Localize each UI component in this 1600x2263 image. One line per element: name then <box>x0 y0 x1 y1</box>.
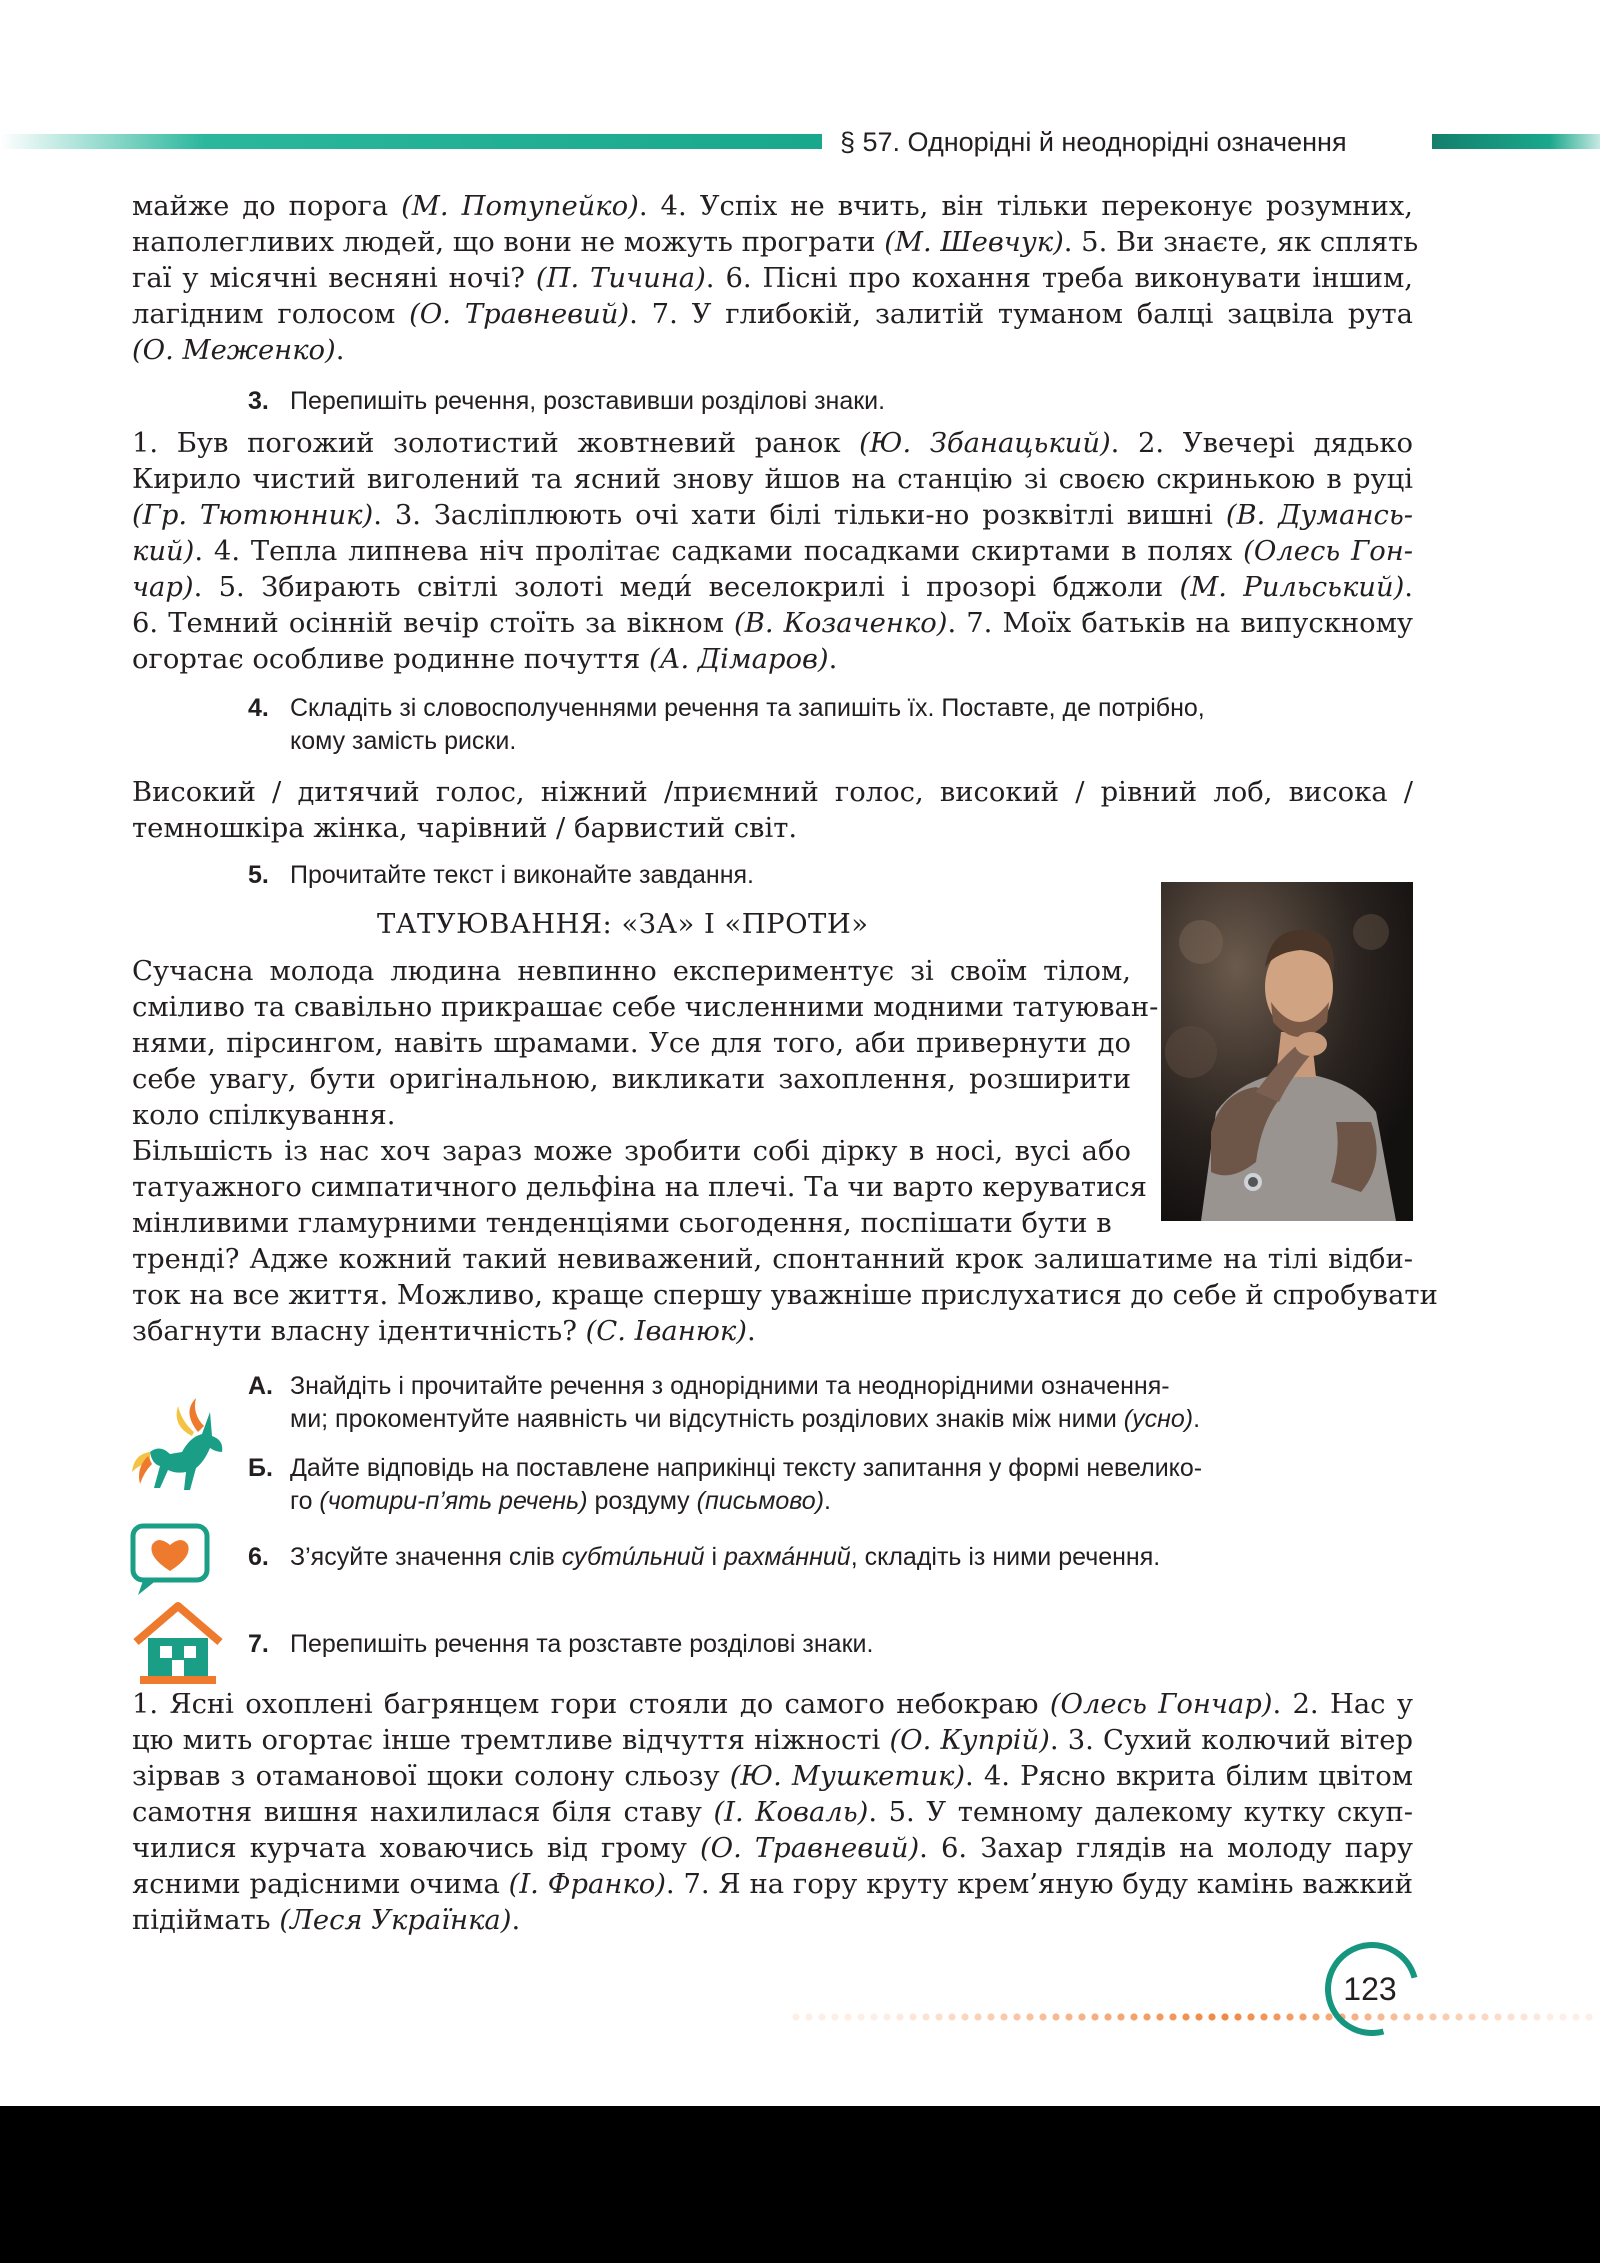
footer-dot <box>961 2013 968 2020</box>
text-line: зірвав з отаманової щоки солону сльозу (Ю. Мушкетик). 4. Рясно вкрита білим цвітом <box>132 1761 1414 1792</box>
task-letter: Б. <box>248 1454 273 1482</box>
citation: (письмово) <box>696 1487 825 1515</box>
citation: (О. Купрій) <box>889 1725 1050 1756</box>
citation: (Олесь Гон- <box>1243 536 1413 567</box>
footer-dot <box>857 2013 864 2020</box>
citation: (А. Дімаров) <box>649 644 829 675</box>
footer-dot <box>987 2013 994 2020</box>
citation: (І. Франко) <box>508 1869 666 1900</box>
reading-text-title: ТАТУЮВАННЯ: «ЗА» І «ПРОТИ» <box>377 909 869 940</box>
footer-dot <box>1533 2013 1540 2020</box>
text-line: (О. Меженко). <box>132 335 345 366</box>
text-line: кий). 4. Тепла липнева ніч пролітає садками посадками скиртами в полях (Олесь Гон- <box>132 536 1413 567</box>
exercise-3-sentences <box>132 426 1413 678</box>
footer-dot <box>1195 2013 1202 2020</box>
exercise-2-continuation <box>132 189 1419 369</box>
footer-dot <box>792 2013 799 2020</box>
footer-dot <box>922 2013 929 2020</box>
footer-dot <box>1429 2013 1436 2020</box>
text-line: сміливо та свавільно прикрашає себе численними модними татуюван- <box>132 992 1159 1023</box>
task-text-line: Складіть зі словосполученнями речення та запишіть їх. Поставте, де потрібно, <box>290 694 1205 722</box>
text-line: майже до порога (М. Потупейко). 4. Успіх не вчить, він тільки переконує розумних, <box>132 191 1413 222</box>
house-icon <box>130 1602 226 1686</box>
footer-dot <box>1234 2013 1241 2020</box>
text-line: мінливими гламурними тенденціями сьогодення, поспішати бути в <box>132 1208 1112 1239</box>
text-line: лагідним голосом (О. Травневий). 7. У глибокій, залитій туманом балці зацвіла рута <box>132 299 1413 330</box>
task-number: 5. <box>248 861 269 889</box>
footer-dot <box>1013 2013 1020 2020</box>
footer-dot <box>1416 2013 1423 2020</box>
citation: (В. Думансь- <box>1225 500 1414 531</box>
footer-dot <box>1494 2013 1501 2020</box>
task-text: Перепишіть речення та розставте розділові знаки. <box>290 1630 874 1658</box>
footer-dot <box>870 2013 877 2020</box>
citation: (М. Шевчук) <box>884 227 1064 258</box>
footer-dot <box>1572 2013 1579 2020</box>
man-photo <box>1161 882 1413 1221</box>
citation: (М. Рильський) <box>1179 572 1405 603</box>
citation: (Олесь Гончар) <box>1049 1689 1273 1720</box>
text-line: Більшість із нас хоч зараз може зробити собі дірку в носі, вусі або <box>132 1136 1131 1167</box>
footer-dot <box>1273 2013 1280 2020</box>
text-line: Сучасна молода людина невпинно експериментує зі своїм тілом, <box>132 956 1131 987</box>
footer-dot <box>1455 2013 1462 2020</box>
footer-dot <box>805 2013 812 2020</box>
citation: (Ю. Мушкетик) <box>729 1761 966 1792</box>
footer-dot <box>1559 2013 1566 2020</box>
speech-heart-icon <box>130 1523 210 1597</box>
citation: (Леся Українка) <box>279 1905 512 1936</box>
citation: (чотири-п’ять речень) <box>319 1487 588 1515</box>
text-line: Кирило чистий виголений та ясний знову йшов на станцію зі своєю скринькою в руці <box>132 464 1413 495</box>
footer-dot <box>974 2013 981 2020</box>
footer-dot <box>935 2013 942 2020</box>
footer-dot <box>1052 2013 1059 2020</box>
text-line: Високий / дитячий голос, ніжний /приємний голос, високий / рівний лоб, висока / <box>132 777 1413 808</box>
footer-dot <box>1546 2013 1553 2020</box>
footer-dot <box>1130 2013 1137 2020</box>
footer-dot <box>831 2013 838 2020</box>
footer-dot <box>1585 2013 1592 2020</box>
footer-dot <box>1065 2013 1072 2020</box>
footer-dot <box>1247 2013 1254 2020</box>
citation: (М. Потупейко) <box>401 191 639 222</box>
text-line: чилися курчата ховаючись від грому (О. Травневий). 6. Захар глядів на молоду пару <box>132 1833 1413 1864</box>
footer-dot <box>1078 2013 1085 2020</box>
task-number: 7. <box>248 1630 269 1658</box>
task-text-line: З’ясуйте значення слів субти́льний і рахма́нний, складіть із ними речення. <box>290 1543 1161 1571</box>
footer-dot <box>1156 2013 1163 2020</box>
footer-dot <box>1481 2013 1488 2020</box>
citation: (І. Коваль) <box>713 1797 869 1828</box>
unicorn-icon <box>130 1392 238 1502</box>
footer-dot <box>948 2013 955 2020</box>
footer-dot <box>1182 2013 1189 2020</box>
citation: (О. Меженко) <box>132 335 336 366</box>
footer-dot <box>1091 2013 1098 2020</box>
header-decor-bar-left <box>0 134 822 149</box>
photo-illustration <box>1161 882 1413 1221</box>
task-text: Перепишіть речення, розставивши розділові знаки. <box>290 387 886 415</box>
citation: (О. Травневий) <box>699 1833 920 1864</box>
footer-dot <box>1221 2013 1228 2020</box>
footer-dot <box>896 2013 903 2020</box>
reading-text-paragraph-2 <box>132 1134 1147 1242</box>
footer-dot <box>1208 2013 1215 2020</box>
footer-dot <box>1026 2013 1033 2020</box>
citation: чар) <box>132 572 194 603</box>
footer-dot <box>1520 2013 1527 2020</box>
footer-dot <box>1143 2013 1150 2020</box>
footer-dot <box>1117 2013 1124 2020</box>
text-line: ясними радісними очима (І. Франко). 7. Я на гору круту крем’яную буду камінь важкий <box>132 1869 1413 1900</box>
text-line: (Гр. Тютюнник). 3. Засліплюють очі хати білі тільки-но розквітлі вишні (В. Думансь- <box>132 500 1414 531</box>
text-line: нями, пірсингом, навіть шрамами. Усе для того, аби привернути до <box>132 1028 1131 1059</box>
page-number: 123 <box>1343 1971 1397 2007</box>
citation: (П. Тичина) <box>535 263 706 294</box>
task-text-line: го (чотири-п’ять речень) роздуму (письмово). <box>290 1487 831 1515</box>
task-text <box>290 1452 1202 1518</box>
text-line: себе увагу, бути оригінальною, викликати захоплення, розширити <box>132 1064 1131 1095</box>
text-line: огортає особливе родинне почуття (А. Дімаров). <box>132 644 838 675</box>
task-text <box>290 692 1205 758</box>
text-line: ток на все життя. Можливо, краще спершу уважніше прислухатися до себе й спробувати <box>132 1280 1438 1311</box>
citation: (О. Травневий) <box>409 299 630 330</box>
text-line: 6. Темний осінній вечір стоїть за вікном (В. Козаченко). 7. Моїх батьків на випускному <box>132 608 1413 639</box>
header-decor-bar-right <box>1432 134 1600 149</box>
text-line: темношкіра жінка, чарівний / барвистий світ. <box>132 813 798 844</box>
reading-text-paragraph-2-end <box>132 1242 1438 1350</box>
footer-dot <box>844 2013 851 2020</box>
citation: (Гр. Тютюнник) <box>132 500 374 531</box>
citation: (С. Іванюк) <box>585 1316 747 1347</box>
task-text-line: Дайте відповідь на поставлене наприкінці тексту запитання у формі невелико- <box>290 1454 1203 1482</box>
text-line: збагнути власну ідентичність? (С. Іванюк). <box>132 1316 756 1347</box>
section-header-title: § 57. Однорідні й неоднорідні означення <box>840 127 1347 157</box>
task-letter: А. <box>248 1372 273 1400</box>
text-line: тренді? Адже кожний такий невиважений, спонтанний крок залишатиме на тілі відби- <box>132 1244 1413 1275</box>
citation: (усно) <box>1123 1405 1194 1433</box>
footer-dot <box>1468 2013 1475 2020</box>
footer-dots-decor <box>790 2011 1600 2023</box>
footer-dot <box>1286 2013 1293 2020</box>
citation: кий) <box>132 536 195 567</box>
citation: (Ю. Збанацький) <box>859 428 1111 459</box>
text-line: татуажного симпатичного дельфіна на плечі. Та чи варто керуватися <box>132 1172 1147 1203</box>
task-number: 4. <box>248 694 269 722</box>
footer-dot <box>1507 2013 1514 2020</box>
footer-dot <box>1312 2013 1319 2020</box>
footer-dot <box>909 2013 916 2020</box>
task-text-line: Знайдіть і прочитайте речення з однорідними та неоднорідними означення- <box>290 1372 1170 1400</box>
task-text-line: кому замість риски. <box>290 727 517 755</box>
text-line: наполегливих людей, що вони не можуть програти (М. Шевчук). 5. Ви знаєте, як сплять <box>132 227 1419 258</box>
exercise-4-phrases <box>132 775 1413 847</box>
task-text <box>290 1541 1160 1574</box>
footer-dot <box>1442 2013 1449 2020</box>
exercise-7-sentences <box>132 1687 1413 1939</box>
text-line: 1. Був погожий золотистий жовтневий ранок (Ю. Збанацький). 2. Увечері дядько <box>132 428 1413 459</box>
task-text: Прочитайте текст і виконайте завдання. <box>290 861 754 889</box>
citation: (В. Козаченко) <box>734 608 948 639</box>
text-line: цю мить огортає інше тремтливе відчуття ніжності (О. Купрій). 3. Сухий колючий вітер <box>132 1725 1413 1756</box>
footer-dot <box>1039 2013 1046 2020</box>
text-line: чар). 5. Збирають світлі золоті меди́ веселокрилі і прозорі бджоли (М. Рильський). <box>132 572 1413 603</box>
citation: субти́льний <box>561 1543 705 1571</box>
text-line: 1. Ясні охоплені багрянцем гори стояли до самого небокраю (Олесь Гончар). 2. Нас у <box>132 1689 1413 1720</box>
task-text-line: ми; прокоментуйте наявність чи відсутність розділових знаків між ними (усно). <box>290 1405 1201 1433</box>
text-line: коло спілкування. <box>132 1100 396 1131</box>
footer-dot <box>1104 2013 1111 2020</box>
footer-dot <box>883 2013 890 2020</box>
footer-dot <box>1299 2013 1306 2020</box>
text-line: самотня вишня нахилилася біля ставу (І. Коваль). 5. У темному далекому кутку скуп- <box>132 1797 1413 1828</box>
reading-text-paragraph-1 <box>132 954 1159 1134</box>
text-line: підіймать (Леся Українка). <box>132 1905 521 1936</box>
footer-dot <box>818 2013 825 2020</box>
footer-dot <box>1169 2013 1176 2020</box>
task-number: 6. <box>248 1543 269 1571</box>
task-text <box>290 1370 1200 1436</box>
footer-dot <box>1260 2013 1267 2020</box>
footer-dot <box>1000 2013 1007 2020</box>
text-line: гаї у місячні весняні ночі? (П. Тичина). 6. Пісні про кохання треба виконувати іншим, <box>132 263 1413 294</box>
task-number: 3. <box>248 387 269 415</box>
citation: рахма́нний <box>724 1543 851 1571</box>
